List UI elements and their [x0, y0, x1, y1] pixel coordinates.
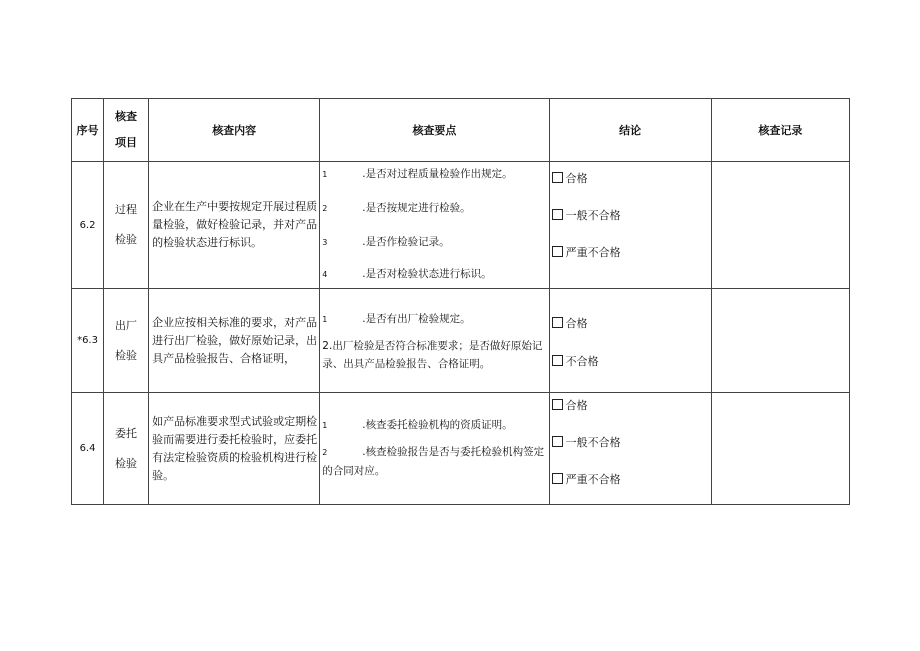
result-option-label: 严重不合格 [565, 246, 621, 259]
point-item [322, 266, 546, 283]
header-item-line1: 核查 [115, 110, 138, 123]
row-seq: 6.2 [72, 162, 104, 289]
header-item-line2: 项目 [115, 136, 138, 149]
point-item [322, 417, 546, 434]
result-option[interactable] [552, 315, 588, 331]
result-option-label: 不合格 [565, 355, 599, 368]
point-item [322, 166, 546, 183]
result-option[interactable] [552, 397, 588, 413]
checkbox-icon[interactable] [552, 172, 563, 183]
point-item [322, 443, 546, 480]
table-row [72, 289, 850, 393]
header-row [72, 99, 850, 162]
row-record[interactable] [711, 289, 849, 393]
result-option[interactable] [552, 207, 621, 223]
row-item [104, 289, 149, 393]
checkbox-icon[interactable] [552, 436, 563, 447]
result-option-label: 一般不合格 [565, 209, 621, 222]
point-number: 2 [322, 448, 328, 457]
header-result: 结论 [549, 99, 711, 162]
result-option-label: 合格 [565, 172, 588, 185]
header-content: 核查内容 [149, 99, 320, 162]
row-item-line1: 出厂 [115, 318, 138, 332]
point-item [322, 200, 546, 217]
point-item [322, 337, 546, 373]
header-points: 核查要点 [320, 99, 549, 162]
point-text: .是否对过程质量检验作出规定。 [362, 168, 513, 180]
point-text: .是否有出厂检验规定。 [362, 313, 471, 325]
result-option-label: 一般不合格 [565, 436, 621, 449]
result-option-label: 严重不合格 [565, 473, 621, 486]
point-text: .是否作检验记录。 [362, 236, 450, 248]
point-text: .是否按规定进行检验。 [362, 202, 471, 214]
row-points [320, 393, 549, 505]
row-item-line2: 检验 [115, 456, 138, 470]
row-points [320, 162, 549, 289]
row-item [104, 393, 149, 505]
row-result [549, 289, 711, 393]
row-content: 企业应按相关标准的要求，对产品进行出厂检验，做好原始记录，出具产品检验报告、合格证明， [149, 289, 320, 393]
result-option[interactable] [552, 434, 621, 450]
row-content: 如产品标准要求型式试验或定期检验而需要进行委托检验时，应委托有法定检验资质的检验机构进行检验。 [149, 393, 320, 505]
result-option[interactable] [552, 170, 588, 186]
result-option-label: 合格 [565, 399, 588, 412]
table-row [72, 393, 850, 505]
point-number: 4 [322, 270, 328, 279]
result-option[interactable] [552, 353, 599, 369]
header-seq: 序号 [72, 99, 104, 162]
row-record[interactable] [711, 162, 849, 289]
point-number: 3 [322, 238, 328, 247]
point-item [322, 311, 546, 328]
point-text: .核查检验报告是否与委托检验机构签定的合同对应。 [322, 446, 545, 477]
point-text: .是否对检验状态进行标识。 [362, 268, 492, 280]
row-content: 企业在生产中要按规定开展过程质量检验，做好检验记录，并对产品的检验状态进行标识。 [149, 162, 320, 289]
row-points [320, 289, 549, 393]
row-result [549, 162, 711, 289]
row-item-line1: 过程 [115, 203, 138, 216]
checkbox-icon[interactable] [552, 317, 563, 328]
inspection-table [71, 98, 850, 505]
row-item-line1: 委托 [115, 426, 138, 440]
row-seq: 6.4 [72, 393, 104, 505]
header-item [104, 99, 149, 162]
result-option-label: 合格 [565, 317, 588, 330]
row-item [104, 162, 149, 289]
checkbox-icon[interactable] [552, 355, 563, 366]
checkbox-icon[interactable] [552, 246, 563, 257]
point-text: .核查委托检验机构的资质证明。 [362, 419, 513, 431]
row-seq: *6.3 [72, 289, 104, 393]
header-record: 核查记录 [711, 99, 849, 162]
checkbox-icon[interactable] [552, 209, 563, 220]
row-result [549, 393, 711, 505]
point-number: 1 [322, 315, 328, 324]
point-number: 1 [322, 170, 328, 179]
point-text: 2.出厂检验是否符合标准要求；是否做好原始记录、出具产品检验报告、合格证明。 [322, 340, 543, 370]
row-item-line2: 检验 [115, 348, 138, 362]
point-item [322, 234, 546, 251]
checkbox-icon[interactable] [552, 473, 563, 484]
row-item-line2: 检验 [115, 233, 138, 246]
row-record[interactable] [711, 393, 849, 505]
result-option[interactable] [552, 244, 621, 260]
table-row [72, 162, 850, 289]
point-number: 2 [322, 204, 328, 213]
point-number: 1 [322, 421, 328, 430]
result-option[interactable] [552, 471, 621, 487]
checkbox-icon[interactable] [552, 399, 563, 410]
